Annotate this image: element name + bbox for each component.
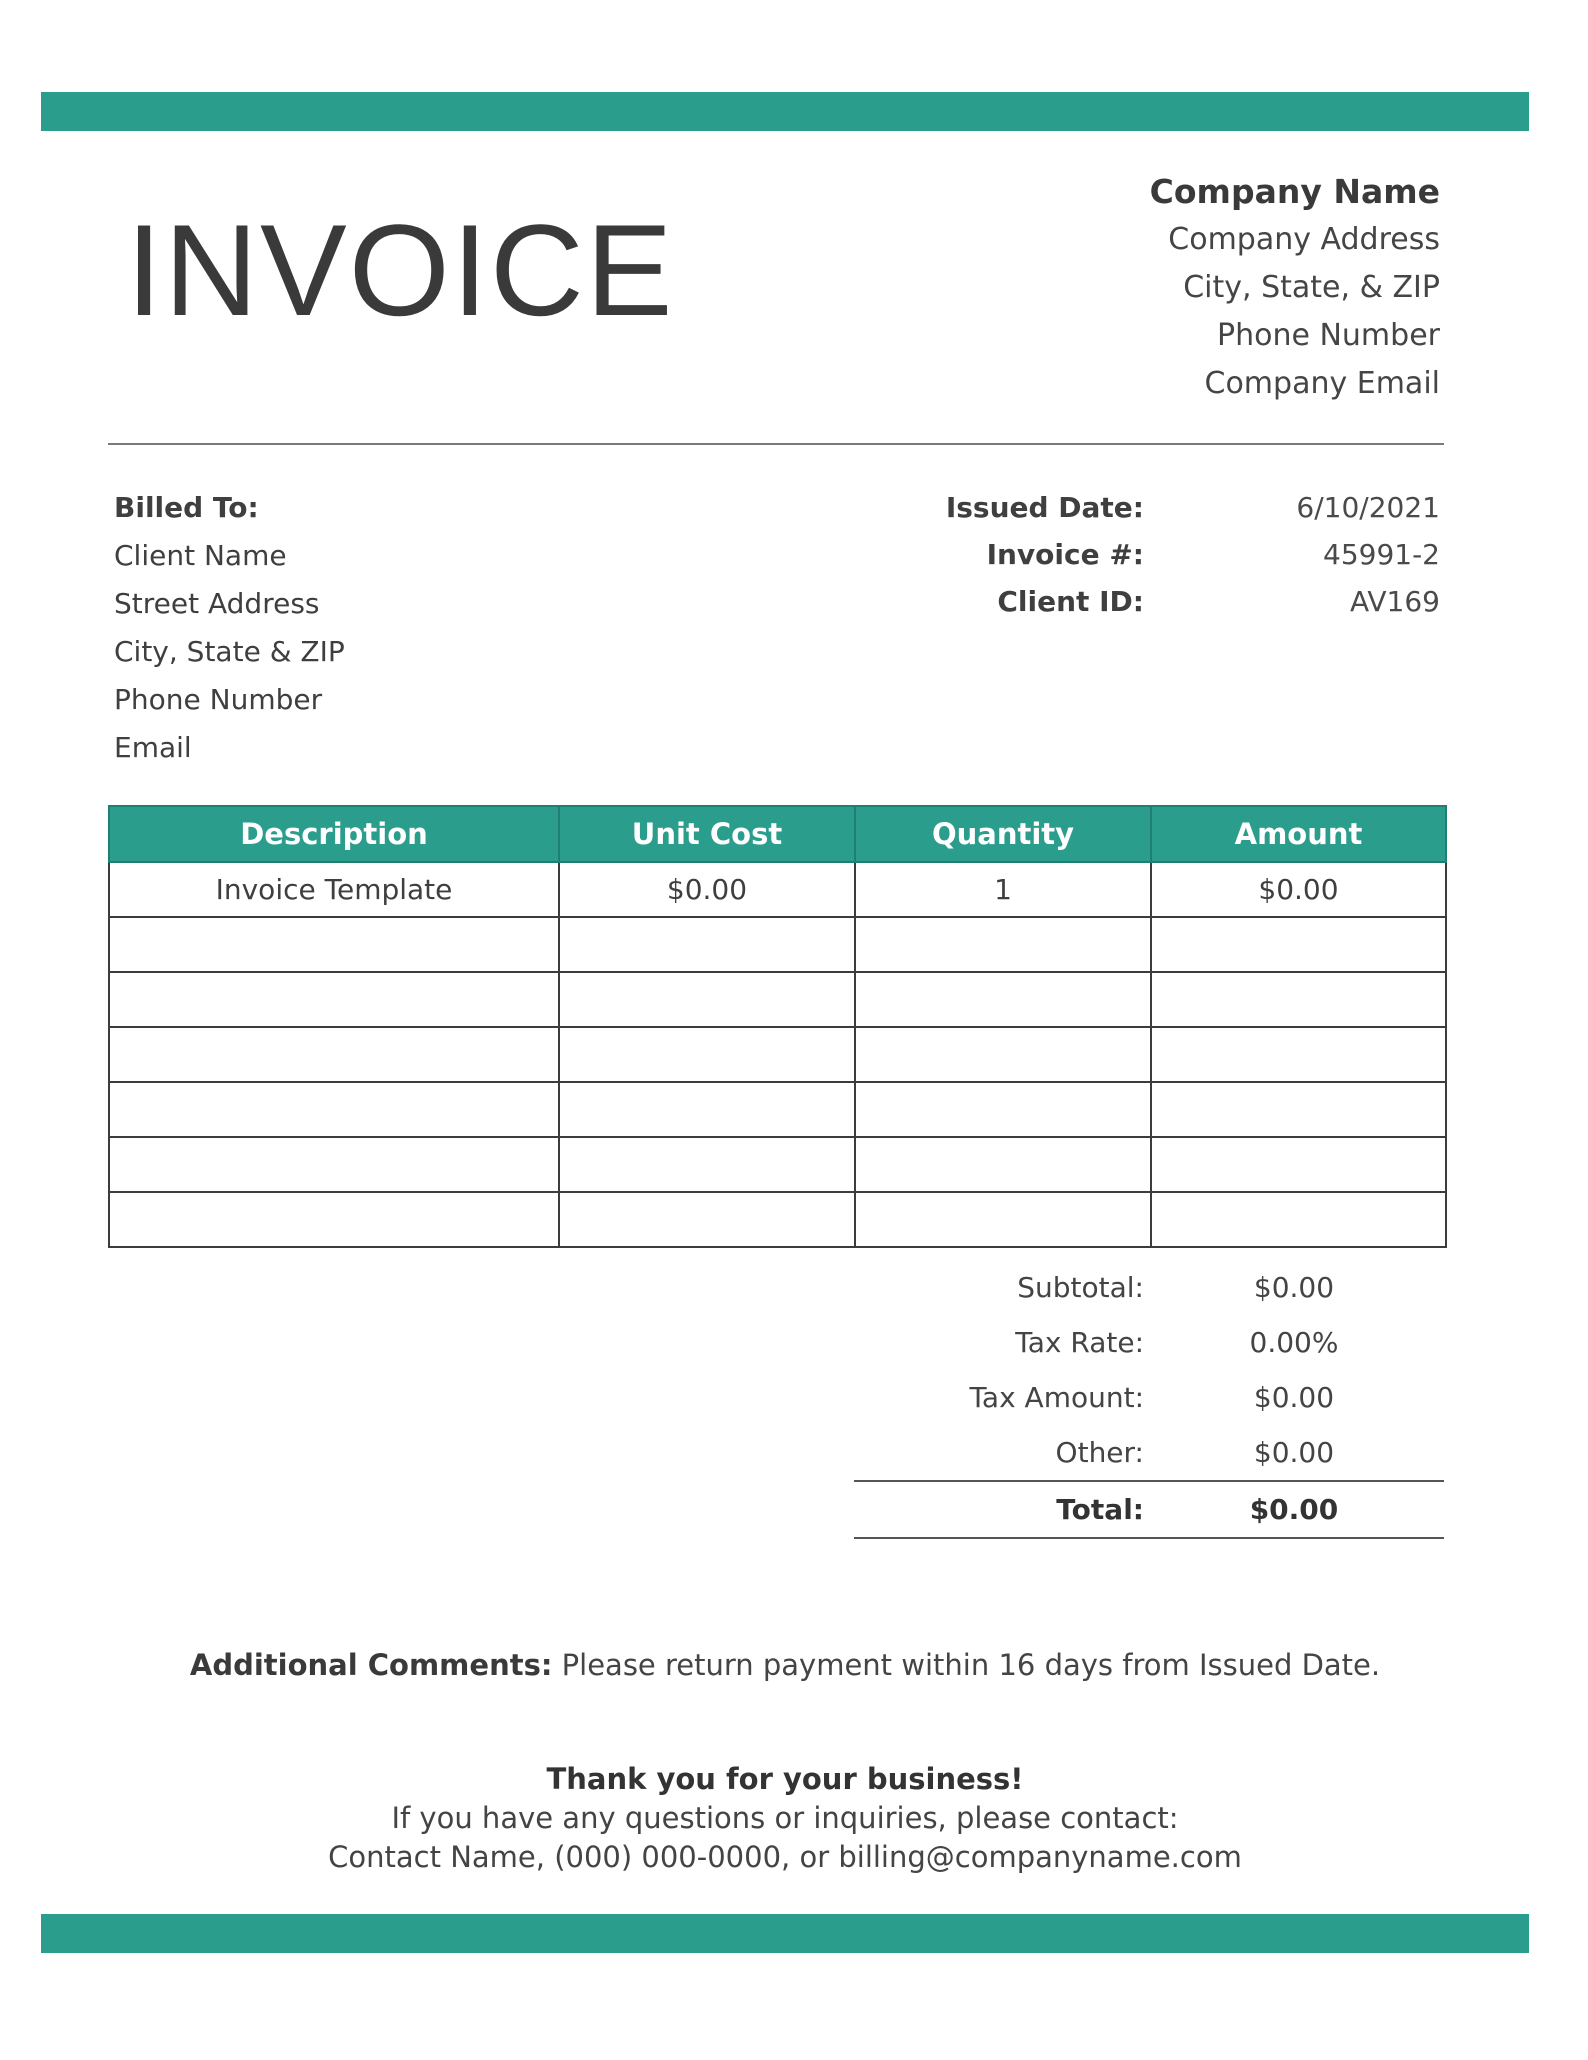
company-email: Company Email [1204, 366, 1440, 401]
cell-amount [1151, 1027, 1446, 1082]
top-accent-band [41, 92, 1529, 131]
invoice-meta [920, 484, 1440, 625]
cell-description [109, 972, 559, 1027]
cell-description [109, 1027, 559, 1082]
other-row [854, 1425, 1444, 1480]
company-city-state-zip: City, State, & ZIP [1183, 270, 1440, 305]
line-items-table [108, 805, 1447, 1248]
cell-unit-cost: $0.00 [559, 862, 855, 917]
subtotal-row [854, 1260, 1444, 1315]
company-phone: Phone Number [1217, 318, 1440, 353]
column-header-quantity: Quantity [855, 806, 1151, 862]
table-row [109, 917, 1446, 972]
cell-description [109, 1192, 559, 1247]
tax-rate-value: 0.00% [1249, 1326, 1339, 1359]
table-row [109, 1137, 1446, 1192]
total-row [854, 1480, 1444, 1539]
cell-amount [1151, 1082, 1446, 1137]
table-row [109, 1082, 1446, 1137]
meta-row-issued-date [920, 484, 1440, 531]
tax-amount-value: $0.00 [1253, 1381, 1335, 1414]
cell-quantity [855, 1192, 1151, 1247]
page-title: INVOICE [126, 197, 675, 343]
total-label: Total: [1056, 1493, 1144, 1526]
cell-unit-cost [559, 1192, 855, 1247]
cell-quantity [855, 917, 1151, 972]
client-phone: Phone Number [114, 683, 323, 716]
cell-unit-cost [559, 917, 855, 972]
bottom-accent-band [41, 1914, 1529, 1953]
table-row [109, 1192, 1446, 1247]
client-city-state-zip: City, State & ZIP [114, 635, 345, 668]
cell-quantity [855, 972, 1151, 1027]
issued-date-label: Issued Date: [945, 491, 1144, 524]
tax-amount-label: Tax Amount: [969, 1381, 1144, 1414]
contact-details: Contact Name, (000) 000-0000, or billing@companyname.com [328, 1840, 1242, 1874]
cell-unit-cost [559, 972, 855, 1027]
company-name: Company Name [1149, 172, 1440, 211]
additional-comments [0, 1648, 1570, 1682]
client-street: Street Address [114, 587, 320, 620]
totals-block [854, 1260, 1444, 1539]
column-header-description: Description [109, 806, 559, 862]
client-name: Client Name [114, 539, 287, 572]
cell-description [109, 917, 559, 972]
tax-rate-label: Tax Rate: [1015, 1326, 1144, 1359]
cell-description [109, 1137, 559, 1192]
cell-amount [1151, 1192, 1446, 1247]
column-header-unit-cost: Unit Cost [559, 806, 855, 862]
total-value: $0.00 [1249, 1493, 1339, 1526]
table-header-row [109, 806, 1446, 862]
client-email: Email [114, 731, 192, 764]
meta-row-invoice-number [920, 531, 1440, 578]
billed-to-block [114, 484, 345, 772]
cell-quantity [855, 1027, 1151, 1082]
other-value: $0.00 [1253, 1436, 1335, 1469]
cell-unit-cost [559, 1137, 855, 1192]
cell-unit-cost [559, 1082, 855, 1137]
header-divider [108, 443, 1444, 445]
thank-you-heading: Thank you for your business! [546, 1762, 1024, 1796]
tax-amount-row [854, 1370, 1444, 1425]
cell-unit-cost [559, 1027, 855, 1082]
company-address: Company Address [1168, 222, 1440, 257]
cell-amount: $0.00 [1151, 862, 1446, 917]
meta-row-client-id [920, 578, 1440, 625]
comments-text: Please return payment within 16 days from Issued Date. [552, 1648, 1381, 1682]
cell-amount [1151, 1137, 1446, 1192]
client-id-value: AV169 [1350, 585, 1440, 618]
subtotal-label: Subtotal: [1017, 1271, 1144, 1304]
cell-quantity: 1 [855, 862, 1151, 917]
billed-to-label: Billed To: [114, 491, 259, 524]
cell-amount [1151, 972, 1446, 1027]
column-header-amount: Amount [1151, 806, 1446, 862]
subtotal-value: $0.00 [1253, 1271, 1335, 1304]
invoice-number-label: Invoice #: [986, 538, 1144, 571]
client-id-label: Client ID: [997, 585, 1144, 618]
cell-quantity [855, 1082, 1151, 1137]
cell-amount [1151, 917, 1446, 972]
table-row [109, 972, 1446, 1027]
cell-description [109, 1082, 559, 1137]
table-row [109, 862, 1446, 917]
cell-quantity [855, 1137, 1151, 1192]
footer-note [0, 1760, 1570, 1877]
company-info [1150, 168, 1440, 408]
tax-rate-row [854, 1315, 1444, 1370]
invoice-number-value: 45991-2 [1323, 538, 1440, 571]
cell-description: Invoice Template [109, 862, 559, 917]
issued-date-value: 6/10/2021 [1296, 491, 1440, 524]
other-label: Other: [1055, 1436, 1144, 1469]
table-row [109, 1027, 1446, 1082]
comments-label: Additional Comments: [189, 1648, 553, 1682]
contact-prompt: If you have any questions or inquiries, please contact: [391, 1801, 1179, 1835]
